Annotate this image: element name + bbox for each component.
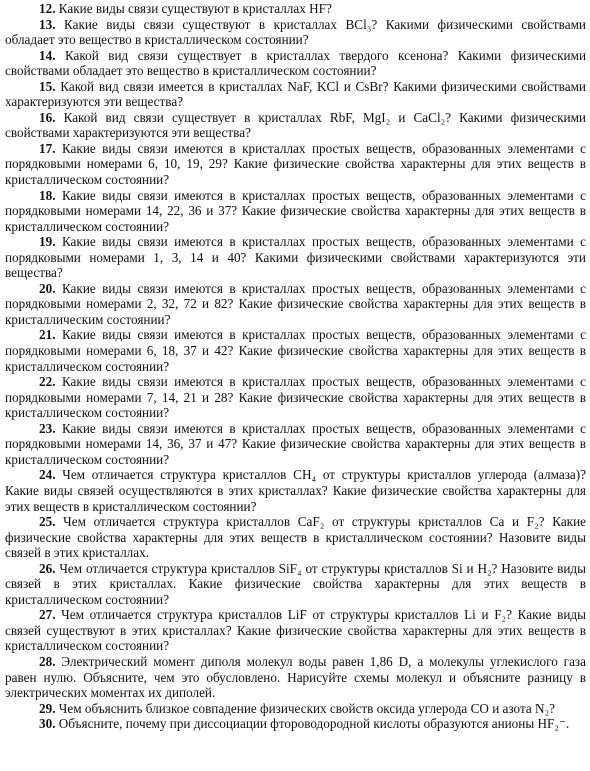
question-text: Какой вид связи имеется в кристаллах NaF, KCl и CsBr? Какими физическими свойствами характеризуются эти вещества? xyxy=(5,78,586,110)
question-12 xyxy=(5,1,586,17)
question-17 xyxy=(5,141,586,188)
question-number: 17. xyxy=(39,140,56,156)
question-13 xyxy=(5,17,586,48)
question-number: 13. xyxy=(39,16,56,32)
question-text: Чем объяснить близкое совпадение физических свойств оксида углерода CO и азота N₂? xyxy=(58,700,556,716)
question-number: 22. xyxy=(39,374,56,390)
question-24 xyxy=(5,467,586,514)
question-text: Какие виды связи имеются в кристаллах простых веществ, образованных элементами с порядковыми номерами 1, 3, 14 и 40? Какими физическими свойствами характеризуются эти вещества? xyxy=(5,234,586,281)
question-number: 29. xyxy=(39,700,56,716)
question-number: 23. xyxy=(39,420,56,436)
question-text: Какие виды связи имеются в кристаллах простых веществ, образованных элементами с порядковыми номерами 6, 18, 37 и 42? Какие физические свойства характерны для этих веществ в кристаллическом состоянии? xyxy=(5,327,586,374)
question-text: Какие виды связи существуют в кристаллах BCl₃? Какими физическими свойствами обладает это вещество в кристаллическом состоянии? xyxy=(5,16,586,48)
question-20 xyxy=(5,281,586,328)
question-number: 25. xyxy=(39,514,56,530)
question-text: Какие виды связи имеются в кристаллах простых веществ, образованных элементами с порядковыми номерами 2, 32, 72 и 82? Какие физические свойства характерны для этих веществ в кристаллическим состоянии? xyxy=(5,280,586,327)
question-text: Какой вид связи существует в кристаллах твердого ксенона? Какими физическими свойствами обладает это вещество в кристаллическом состоянии? xyxy=(5,47,587,79)
question-18 xyxy=(5,188,586,235)
question-16 xyxy=(5,110,586,141)
question-26 xyxy=(5,561,586,608)
question-number: 26. xyxy=(39,560,56,576)
question-number: 15. xyxy=(39,78,56,94)
question-23 xyxy=(5,421,586,468)
question-number: 19. xyxy=(39,234,56,250)
question-number: 21. xyxy=(39,327,56,343)
question-number: 28. xyxy=(39,653,56,669)
question-text: Какие виды связи имеются в кристаллах простых веществ, образованных элементами с порядковыми номерами 14, 22, 36 и 37? Какие физические свойства характерны для этих веществ в кристаллическом состоянии? xyxy=(5,187,586,234)
question-number: 14. xyxy=(39,47,56,63)
question-text: Чем отличается структура кристаллов CaF₂ от структуры кристаллов Ca и F₂? Какие физические свойства характерны для этих веществ в кристаллическом состоянии? Назовите виды связей в этих кристаллах. xyxy=(5,514,587,561)
question-text: Какие виды связи имеются в кристаллах простых веществ, образованных элементами с порядковыми номерами 6, 10, 19, 29? Какие физические свойства характерны для этих веществ в кристаллическом состоянии? xyxy=(5,140,586,188)
question-30 xyxy=(5,716,586,732)
question-number: 16. xyxy=(39,109,56,125)
question-text: Чем отличается структура кристаллов CH₄ от структуры кристаллов углерода (алмаза)? Какие виды связей осуществляются в этих кристаллах? Какие физические свойства характерны для этих веществ в кристаллическом состоянии? xyxy=(5,467,586,514)
question-text: Какие виды связи имеются в кристаллах простых веществ, образованных элементами с порядковыми номерами 7, 14, 21 и 28? Какие физические свойства характерны для этих веществ в кристаллическом состоянии? xyxy=(5,374,586,421)
question-text: Какие виды связи имеются в кристаллах простых веществ, образованных элементами с порядковыми номерами 14, 36, 37 и 47? Какие физические свойства характерны для этих веществ в кристаллическом состоянии? xyxy=(5,420,586,467)
question-22 xyxy=(5,374,586,421)
question-number: 27. xyxy=(39,607,56,623)
question-text: Чем отличается структура кристаллов LiF от структуры кристаллов Li и F₂? Какие виды связей существуют в этих кристаллах? Какие физические свойства характерны для этих веществ в кристаллическом состоянии? xyxy=(5,607,586,654)
question-21 xyxy=(5,327,586,374)
question-text: Объясните, почему при диссоциации фтороводородной кислоты образуются анионы HF₂⁻. xyxy=(58,716,570,732)
question-19 xyxy=(5,234,586,281)
question-15 xyxy=(5,79,586,110)
question-text: Какие виды связи существуют в кристаллах HF? xyxy=(58,1,332,16)
question-number: 24. xyxy=(39,467,56,483)
question-text: Какой вид связи существует в кристаллах RbF, MgI₂ и CaCl₂? Какими физическими свойствами характеризуются эти вещества? xyxy=(5,109,586,141)
question-number: 20. xyxy=(39,280,56,296)
question-27 xyxy=(5,607,586,654)
question-number: 12. xyxy=(39,1,56,16)
question-number: 30. xyxy=(39,716,56,732)
question-29 xyxy=(5,701,586,717)
question-number: 18. xyxy=(39,187,56,203)
question-text: Чем отличается структура кристаллов SiF₄ от структуры кристаллов Si и H₂? Назовите виды связей в этих кристаллах. Какие физические свойства характерны для этих веществ в кристаллическом состоянии? xyxy=(5,560,586,607)
question-14 xyxy=(5,48,586,79)
question-28 xyxy=(5,654,586,701)
question-text: Электрический момент диполя молекул воды равен 1,86 D, а молекулы углекислого газа равен нулю. Объясните, чем это обусловлено. Нарисуйте схемы молекул и объясните разницу в электрических моментах их диполей. xyxy=(5,653,586,701)
question-25 xyxy=(5,514,586,561)
